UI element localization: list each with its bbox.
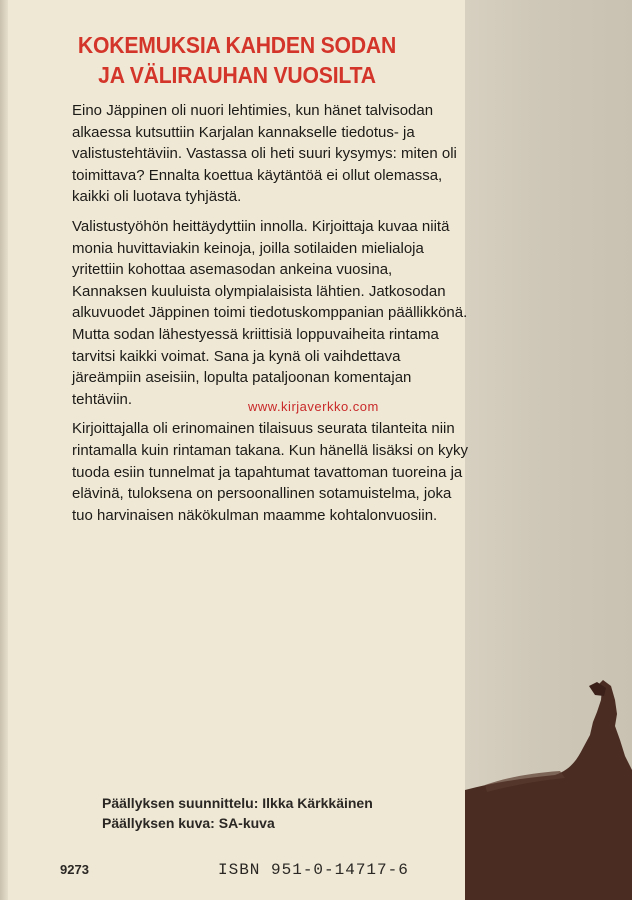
headline-line: KOKEMUKSIA KAHDEN SODAN: [77, 32, 397, 58]
cover-credits: [102, 793, 422, 833]
spine-edge: [0, 0, 8, 900]
blurb: [72, 100, 470, 534]
catalog-number: 9273: [60, 862, 89, 877]
watermark-url: www.kirjaverkko.com: [248, 399, 379, 414]
photo-credit: Päällyksen kuva: SA-kuva: [102, 815, 275, 831]
blurb-paragraph: Valistustyöhön heittäydyttiin innolla. Kirjoittaja kuvaa niitä monia huvittaviakin keinoja, joilla sotilaiden mielialoja yritettiin kohottaa asemasodan ankeina vuosina, Kannaksen kuuluista olympialaisista lähtien. Jatkosodan alkuvuodet Jäppinen toimi tiedotuskomppanian päällikkönä. Mutta sodan lähestyessä kriittisiä loppuvaiheita rintama tarvitsi kaikki voimat. Sana ja kynä oli vaihdettava järeämpiin aseisiin, lopulta pataljoonan komentajan tehtäviin.: [72, 217, 468, 408]
blurb-paragraph: Kirjoittajalla oli erinomainen tilaisuus seurata tilanteita niin rintamalla kuin rintaman takana. Kun hänellä lisäksi on kyky tuoda esiin tunnelmat ja tapahtumat tavattoman tuoreina ja elävinä, tuloksena on persoonallinen sotamuistelma, joka tuo harvinaisen näkökulman maamme kohtalonvuosiin.: [72, 420, 469, 524]
cover-photo: [465, 0, 632, 900]
design-credit: Päällyksen suunnittelu: Ilkka Kärkkäinen: [102, 795, 373, 811]
isbn: ISBN 951-0-14717-6: [218, 861, 409, 879]
soldier-silhouette: [465, 0, 632, 900]
headline-line: JA VÄLIRAUHAN VUOSILTA: [98, 62, 376, 88]
blurb-paragraph: Eino Jäppinen oli nuori lehtimies, kun hänet talvisodan alkaessa kutsuttiin Karjalan kannakselle tiedotus- ja valistustehtäviin. Vastassa oli heti suuri kysymys: miten oli toimittava? Ennalta koettua käytäntöä ei ollut olemassa, kaikki oli luotava tyhjästä.: [72, 102, 457, 206]
cover-headline: [48, 30, 425, 90]
